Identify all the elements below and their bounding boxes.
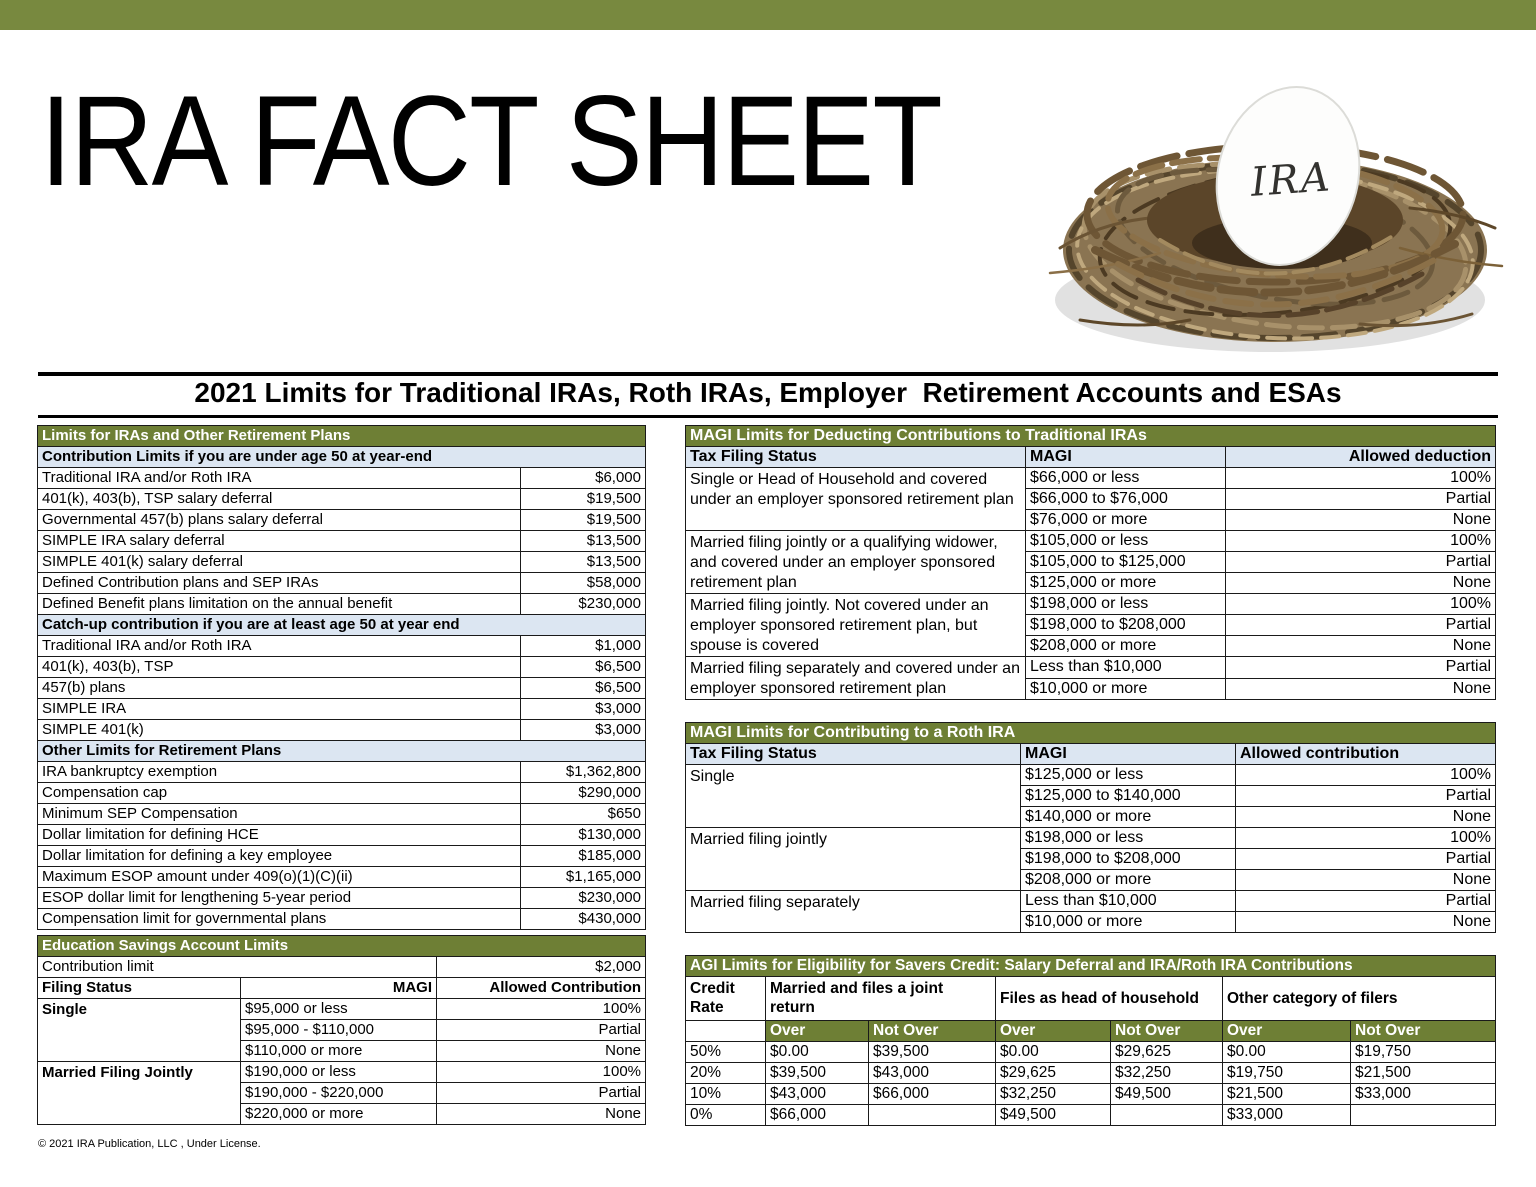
- esa-allowed-value: None: [437, 1104, 646, 1125]
- magi-row: [686, 468, 1496, 489]
- allowed-value: None: [1226, 636, 1496, 657]
- savers-value: $32,250: [1111, 1062, 1223, 1083]
- limit-value: $13,500: [521, 552, 646, 573]
- esa-table: [37, 935, 646, 1125]
- limits-section-header-row: [38, 615, 646, 636]
- limit-label: Traditional IRA and/or Roth IRA: [38, 468, 521, 489]
- nest-image: [1040, 38, 1510, 370]
- limit-label: SIMPLE 401(k): [38, 720, 521, 741]
- nest-photo: [1040, 38, 1510, 370]
- savers-subheader-label: Not Over: [1351, 1020, 1496, 1041]
- allowed-value: Partial: [1226, 489, 1496, 510]
- savers-value: $49,500: [996, 1104, 1111, 1125]
- allowed-value: Partial: [1226, 657, 1496, 679]
- savers-row: [686, 1083, 1496, 1104]
- allowed-value: 100%: [1236, 828, 1496, 849]
- savers-credit-rate: 10%: [686, 1083, 766, 1104]
- esa-magi-range: $190,000 or less: [241, 1062, 437, 1083]
- limit-value: $6,000: [521, 468, 646, 489]
- savers-row: [686, 1041, 1496, 1062]
- savers-header-row: [686, 977, 1496, 1021]
- limit-value: $6,500: [521, 678, 646, 699]
- limit-row: [38, 657, 646, 678]
- savers-subheader-label: Over: [766, 1020, 869, 1041]
- savers-value: $66,000: [766, 1104, 869, 1125]
- magi-range: $125,000 or more: [1026, 573, 1226, 594]
- limit-value: $3,000: [521, 699, 646, 720]
- savers-value: $66,000: [869, 1083, 996, 1104]
- limit-row: [38, 468, 646, 489]
- limits-table: [37, 425, 646, 930]
- magi-range: $105,000 to $125,000: [1026, 552, 1226, 573]
- savers-credit-rate: 50%: [686, 1041, 766, 1062]
- allowed-value: Partial: [1236, 786, 1496, 807]
- limit-value: $6,500: [521, 657, 646, 678]
- magi-roth-col-status: Tax Filing Status: [686, 744, 1021, 765]
- limit-label: Dollar limitation for defining HCE: [38, 825, 521, 846]
- magi-trad-col-allowed: Allowed deduction: [1226, 447, 1496, 468]
- limit-row: [38, 510, 646, 531]
- savers-credit-rate: 20%: [686, 1062, 766, 1083]
- magi-range: $208,000 or more: [1026, 636, 1226, 657]
- limit-row: [38, 867, 646, 888]
- allowed-value: Partial: [1236, 891, 1496, 912]
- esa-col-magi: MAGI: [241, 978, 437, 999]
- limit-label: 457(b) plans: [38, 678, 521, 699]
- limit-label: Compensation cap: [38, 783, 521, 804]
- magi-range: $198,000 or less: [1021, 828, 1236, 849]
- savers-value: [869, 1104, 996, 1125]
- magi-row: [686, 594, 1496, 615]
- esa-filing-status: Married Filing Jointly: [38, 1062, 241, 1125]
- limit-value: $58,000: [521, 573, 646, 594]
- limits-section-header: Other Limits for Retirement Plans: [38, 741, 646, 762]
- savers-subheader-row: [686, 1020, 1496, 1041]
- savers-subheader-label: Over: [996, 1020, 1111, 1041]
- limit-value: $1,165,000: [521, 867, 646, 888]
- savers-value: $32,250: [996, 1083, 1111, 1104]
- savers-value: $39,500: [869, 1041, 996, 1062]
- magi-row: [686, 828, 1496, 849]
- savers-subheader-label: Not Over: [1111, 1020, 1223, 1041]
- top-color-bar: [0, 0, 1536, 30]
- limit-row: [38, 678, 646, 699]
- savers-value: [1111, 1104, 1223, 1125]
- limit-row: [38, 573, 646, 594]
- limit-label: Defined Contribution plans and SEP IRAs: [38, 573, 521, 594]
- limit-label: Governmental 457(b) plans salary deferral: [38, 510, 521, 531]
- magi-roth-title: MAGI Limits for Contributing to a Roth IRA: [686, 723, 1496, 744]
- magi-trad-col-status: Tax Filing Status: [686, 447, 1026, 468]
- limits-table-title: Limits for IRAs and Other Retirement Plans: [38, 426, 646, 447]
- allowed-value: 100%: [1226, 531, 1496, 552]
- allowed-value: Partial: [1236, 849, 1496, 870]
- magi-range: Less than $10,000: [1026, 657, 1226, 679]
- limit-row: [38, 699, 646, 720]
- magi-row: [686, 531, 1496, 552]
- main-title: 2021 Limits for Traditional IRAs, Roth IRAs, Employer Retirement Accounts and ESAs: [38, 372, 1498, 418]
- limit-label: Dollar limitation for defining a key employee: [38, 846, 521, 867]
- allowed-value: None: [1236, 912, 1496, 933]
- limit-label: Defined Benefit plans limitation on the annual benefit: [38, 594, 521, 615]
- limit-label: ESOP dollar limit for lengthening 5-year period: [38, 888, 521, 909]
- savers-col-head: Files as head of household: [996, 977, 1223, 1021]
- limit-value: $1,000: [521, 636, 646, 657]
- limit-label: SIMPLE IRA: [38, 699, 521, 720]
- allowed-value: None: [1236, 870, 1496, 891]
- savers-credit-table: [685, 955, 1496, 1126]
- savers-row: [686, 1104, 1496, 1125]
- limit-label: SIMPLE IRA salary deferral: [38, 531, 521, 552]
- limit-label: IRA bankruptcy exemption: [38, 762, 521, 783]
- esa-allowed-value: Partial: [437, 1020, 646, 1041]
- magi-trad-title: MAGI Limits for Deducting Contributions to Traditional IRAs: [686, 426, 1496, 447]
- esa-allowed-value: Partial: [437, 1083, 646, 1104]
- limit-row: [38, 888, 646, 909]
- savers-col-joint: Married and files a joint return: [766, 977, 996, 1021]
- allowed-value: 100%: [1236, 765, 1496, 786]
- savers-credit-rate: 0%: [686, 1104, 766, 1125]
- savers-value: $43,000: [766, 1083, 869, 1104]
- esa-magi-range: $95,000 - $110,000: [241, 1020, 437, 1041]
- magi-range: $76,000 or more: [1026, 510, 1226, 531]
- limit-row: [38, 804, 646, 825]
- esa-magi-range: $190,000 - $220,000: [241, 1083, 437, 1104]
- savers-value: $43,000: [869, 1062, 996, 1083]
- limit-value: $1,362,800: [521, 762, 646, 783]
- esa-col-filing-status: Filing Status: [38, 978, 241, 999]
- savers-value: $33,000: [1351, 1083, 1496, 1104]
- content-columns: [37, 425, 1495, 1126]
- savers-value: $0.00: [996, 1041, 1111, 1062]
- esa-row: [38, 999, 646, 1020]
- limit-label: 401(k), 403(b), TSP: [38, 657, 521, 678]
- right-column: [685, 425, 1496, 1126]
- limit-value: $230,000: [521, 888, 646, 909]
- savers-value: $21,500: [1223, 1083, 1351, 1104]
- savers-value: $39,500: [766, 1062, 869, 1083]
- esa-allowed-value: 100%: [437, 999, 646, 1020]
- copyright-footer: © 2021 IRA Publication, LLC , Under License.: [38, 1137, 261, 1150]
- limit-value: $19,500: [521, 510, 646, 531]
- limit-row: [38, 531, 646, 552]
- limit-label: SIMPLE 401(k) salary deferral: [38, 552, 521, 573]
- magi-range: $10,000 or more: [1026, 678, 1226, 700]
- savers-row: [686, 1062, 1496, 1083]
- esa-contribution-row: [38, 957, 646, 978]
- egg-label-text: IRA: [1249, 154, 1334, 206]
- limit-label: Compensation limit for governmental plans: [38, 909, 521, 930]
- savers-col-credit-rate: Credit Rate: [686, 977, 766, 1021]
- magi-range: $198,000 or less: [1026, 594, 1226, 615]
- savers-value: $21,500: [1351, 1062, 1496, 1083]
- savers-subheader-blank: [686, 1020, 766, 1041]
- limit-label: Traditional IRA and/or Roth IRA: [38, 636, 521, 657]
- magi-range: $66,000 or less: [1026, 468, 1226, 489]
- magi-roth-col-magi: MAGI: [1021, 744, 1236, 765]
- esa-magi-range: $95,000 or less: [241, 999, 437, 1020]
- limit-row: [38, 783, 646, 804]
- savers-subheader-label: Not Over: [869, 1020, 996, 1041]
- savers-title: AGI Limits for Eligibility for Savers Credit: Salary Deferral and IRA/Roth IRA Contributions: [686, 956, 1496, 977]
- limit-value: $430,000: [521, 909, 646, 930]
- allowed-value: None: [1226, 510, 1496, 531]
- magi-range: $208,000 or more: [1021, 870, 1236, 891]
- page-title: IRA FACT SHEET: [40, 70, 941, 213]
- allowed-value: Partial: [1226, 552, 1496, 573]
- limit-row: [38, 825, 646, 846]
- magi-roth-col-allowed: Allowed contribution: [1236, 744, 1496, 765]
- tax-filing-status: Married filing jointly. Not covered under an employer sponsored retirement plan, but spouse is covered: [686, 594, 1026, 657]
- limits-section-header: Catch-up contribution if you are at least age 50 at year end: [38, 615, 646, 636]
- savers-value: $33,000: [1223, 1104, 1351, 1125]
- tax-filing-status: Single or Head of Household and covered under an employer sponsored retirement plan: [686, 468, 1026, 531]
- tax-filing-status: Single: [686, 765, 1021, 828]
- savers-value: $0.00: [766, 1041, 869, 1062]
- magi-range: $105,000 or less: [1026, 531, 1226, 552]
- allowed-value: Partial: [1226, 615, 1496, 636]
- savers-value: [1351, 1104, 1496, 1125]
- savers-value: $29,625: [996, 1062, 1111, 1083]
- magi-range: $66,000 to $76,000: [1026, 489, 1226, 510]
- tax-filing-status: Married filing jointly or a qualifying widower, and covered under an employer sponsored retirement plan: [686, 531, 1026, 594]
- magi-trad-header-row: [686, 447, 1496, 468]
- limit-value: $650: [521, 804, 646, 825]
- limit-label: Maximum ESOP amount under 409(o)(1)(C)(ii): [38, 867, 521, 888]
- esa-magi-range: $110,000 or more: [241, 1041, 437, 1062]
- magi-range: $198,000 to $208,000: [1026, 615, 1226, 636]
- limit-value: $13,500: [521, 531, 646, 552]
- allowed-value: 100%: [1226, 468, 1496, 489]
- magi-range: $10,000 or more: [1021, 912, 1236, 933]
- allowed-value: None: [1226, 678, 1496, 700]
- limits-table-title-row: [38, 426, 646, 447]
- limit-value: $185,000: [521, 846, 646, 867]
- limits-section-header: Contribution Limits if you are under age 50 at year-end: [38, 447, 646, 468]
- magi-row: [686, 657, 1496, 679]
- limits-section-header-row: [38, 741, 646, 762]
- esa-allowed-value: 100%: [437, 1062, 646, 1083]
- savers-title-row: [686, 956, 1496, 977]
- limit-row: [38, 552, 646, 573]
- limit-row: [38, 909, 646, 930]
- allowed-value: None: [1236, 807, 1496, 828]
- page-header: [0, 30, 1536, 370]
- magi-row: [686, 891, 1496, 912]
- esa-filing-status: Single: [38, 999, 241, 1062]
- limit-row: [38, 762, 646, 783]
- esa-magi-range: $220,000 or more: [241, 1104, 437, 1125]
- savers-subheader-label: Over: [1223, 1020, 1351, 1041]
- savers-value: $19,750: [1351, 1041, 1496, 1062]
- magi-range: $125,000 to $140,000: [1021, 786, 1236, 807]
- limit-row: [38, 594, 646, 615]
- limit-row: [38, 636, 646, 657]
- magi-roth-title-row: [686, 723, 1496, 744]
- magi-trad-col-magi: MAGI: [1026, 447, 1226, 468]
- limit-value: $19,500: [521, 489, 646, 510]
- esa-contribution-value: $2,000: [437, 957, 646, 978]
- savers-value: $19,750: [1223, 1062, 1351, 1083]
- tax-filing-status: Married filing jointly: [686, 828, 1021, 891]
- limit-label: 401(k), 403(b), TSP salary deferral: [38, 489, 521, 510]
- limit-row: [38, 846, 646, 867]
- allowed-value: None: [1226, 573, 1496, 594]
- esa-col-allowed: Allowed Contribution: [437, 978, 646, 999]
- savers-value: $49,500: [1111, 1083, 1223, 1104]
- limit-value: $230,000: [521, 594, 646, 615]
- limit-row: [38, 489, 646, 510]
- esa-row: [38, 1062, 646, 1083]
- savers-value: $29,625: [1111, 1041, 1223, 1062]
- esa-table-title: Education Savings Account Limits: [38, 936, 646, 957]
- limit-value: $130,000: [521, 825, 646, 846]
- magi-roth-header-row: [686, 744, 1496, 765]
- magi-range: $125,000 or less: [1021, 765, 1236, 786]
- limit-row: [38, 720, 646, 741]
- magi-range: $140,000 or more: [1021, 807, 1236, 828]
- magi-row: [686, 765, 1496, 786]
- esa-table-title-row: [38, 936, 646, 957]
- esa-allowed-value: None: [437, 1041, 646, 1062]
- esa-contribution-label: Contribution limit: [38, 957, 437, 978]
- magi-range: $198,000 to $208,000: [1021, 849, 1236, 870]
- limit-value: $3,000: [521, 720, 646, 741]
- tax-filing-status: Married filing separately: [686, 891, 1021, 933]
- magi-traditional-table: [685, 425, 1496, 700]
- tax-filing-status: Married filing separately and covered under an employer sponsored retirement plan: [686, 657, 1026, 700]
- limit-value: $290,000: [521, 783, 646, 804]
- limit-label: Minimum SEP Compensation: [38, 804, 521, 825]
- magi-trad-title-row: [686, 426, 1496, 447]
- left-column: [37, 425, 645, 1125]
- magi-range: Less than $10,000: [1021, 891, 1236, 912]
- savers-value: $0.00: [1223, 1041, 1351, 1062]
- allowed-value: 100%: [1226, 594, 1496, 615]
- magi-roth-table: [685, 722, 1496, 933]
- limits-section-header-row: [38, 447, 646, 468]
- savers-col-other: Other category of filers: [1223, 977, 1496, 1021]
- esa-column-header-row: [38, 978, 646, 999]
